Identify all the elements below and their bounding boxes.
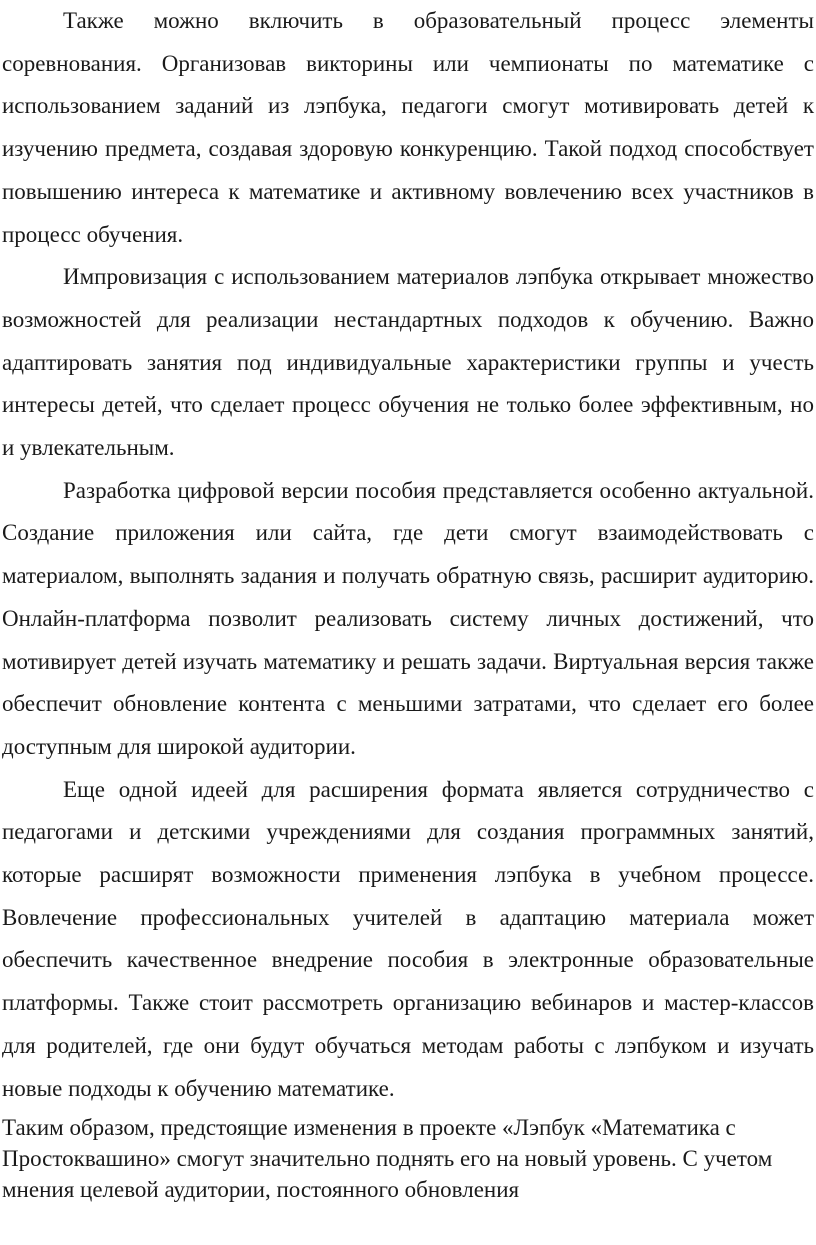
paragraph-improvisation: Импровизация с использованием материалов лэпбука открывает множество возможностей для реализации нестандартных подходов к обучению. Важно адаптировать занятия под индивидуальные характеристики группы и учесть интересы детей, что сделает процесс обучения не только более эффективным, но и увлекательным. <box>2 264 814 461</box>
paragraph-conclusion: Таким образом, предстоящие изменения в проекте «Лэпбук «Математика с Простоквашино» смогут значительно поднять его на новый уровень. С учетом мнения целевой аудитории, постоянного обновления <box>2 1115 773 1203</box>
paragraph-competition: Также можно включить в образовательный процесс элементы соревнования. Организовав викторины или чемпионаты по математике с использованием заданий из лэпбука, педагоги смогут мотивировать детей к изучению предмета, создавая здоровую конкуренцию. Такой подход способствует повышению интереса к математике и активному вовлечению всех участников в процесс обучения. <box>2 8 814 247</box>
paragraph-digital-version: Разработка цифровой версии пособия представляется особенно актуальной. Создание приложения или сайта, где дети смогут взаимодействовать с материалом, выполнять задания и получать обратную связь, расширит аудиторию. Онлайн-платформа позволит реализовать систему личных достижений, что мотивирует детей изучать математику и решать задачи. Виртуальная версия также обеспечит обновление контента с меньшими затратами, что сделает его более доступным для широкой аудитории. <box>2 477 814 759</box>
paragraph-collaboration: Еще одной идеей для расширения формата является сотрудничество с педагогами и детскими учреждениями для создания программных занятий, которые расширят возможности применения лэпбука в учебном процессе. Вовлечение профессиональных учителей в адаптацию материала может обеспечить качественное внедрение пособия в электронные образовательные платформы. Также стоит рассмотреть организацию вебинаров и мастер-классов для родителей, где они будут обучаться методам работы с лэпбуком и изучать новые подходы к обучению математике. <box>2 776 814 1101</box>
document-page <box>2 0 814 1205</box>
